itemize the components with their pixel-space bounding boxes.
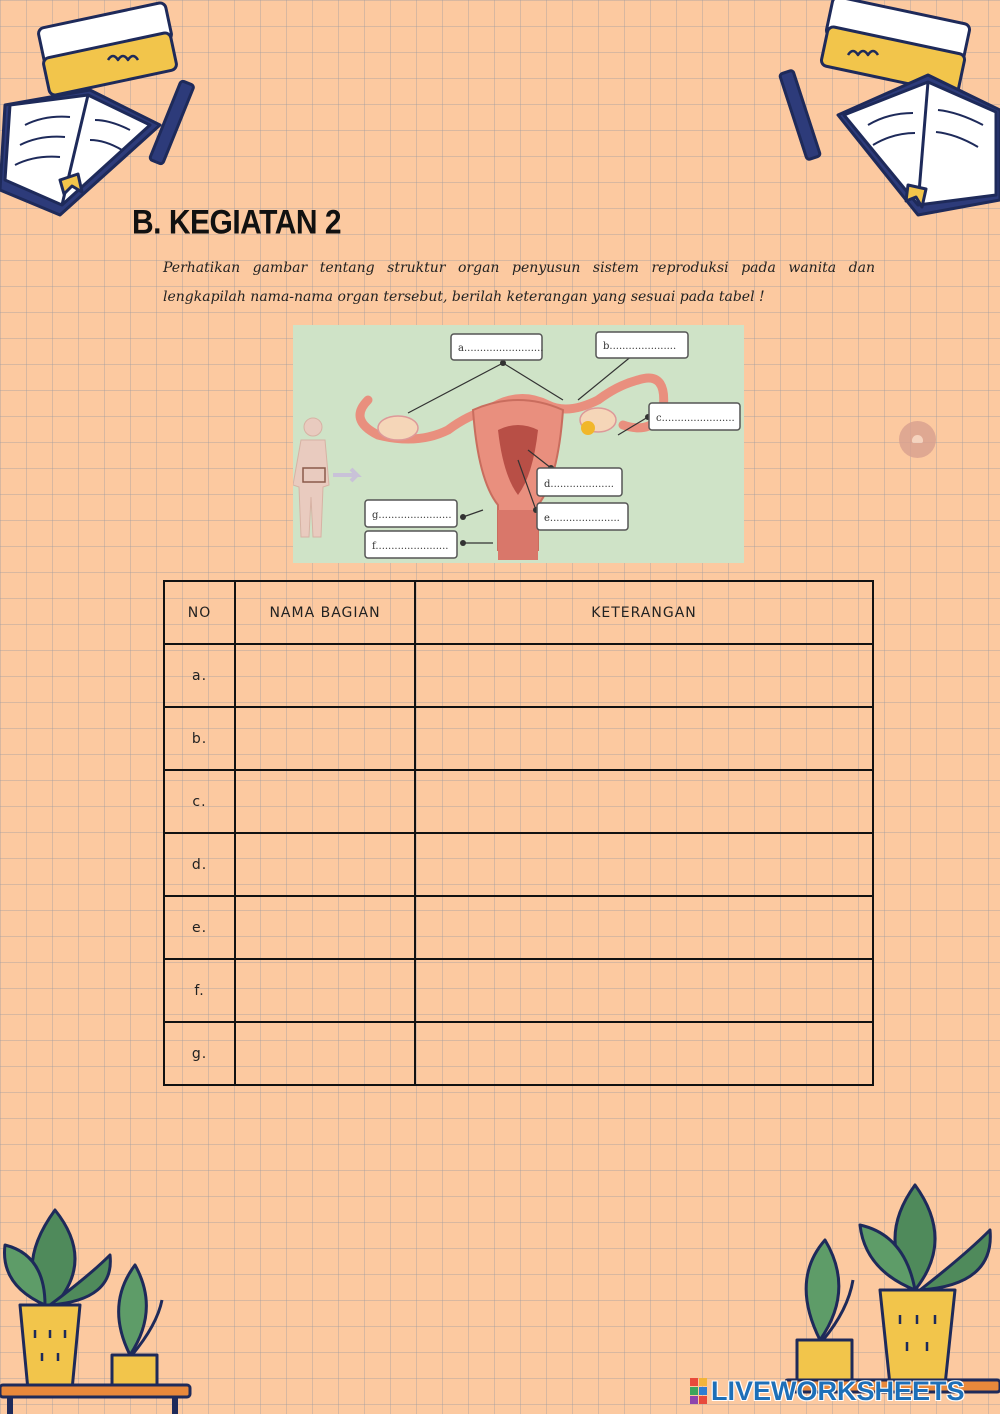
nama-bagian-input[interactable] bbox=[235, 833, 415, 896]
row-number: a. bbox=[164, 644, 235, 707]
header-nama-bagian: NAMA BAGIAN bbox=[235, 581, 415, 644]
female-reproductive-diagram bbox=[293, 325, 744, 563]
diagram-label-d: d.................... bbox=[544, 479, 614, 490]
table-row bbox=[164, 770, 873, 833]
nama-bagian-input[interactable] bbox=[235, 1022, 415, 1085]
keterangan-input[interactable] bbox=[415, 707, 873, 770]
diagram-label-c: c....................... bbox=[656, 413, 735, 424]
table-row bbox=[164, 707, 873, 770]
table-row bbox=[164, 959, 873, 1022]
diagram-label-f: f....................... bbox=[372, 541, 449, 552]
row-number: f. bbox=[164, 959, 235, 1022]
row-number: c. bbox=[164, 770, 235, 833]
header-no: NO bbox=[164, 581, 235, 644]
diagram-label-a: a......................... bbox=[458, 343, 544, 354]
keterangan-input[interactable] bbox=[415, 644, 873, 707]
books-decoration-top-right-icon bbox=[778, 0, 1000, 235]
plants-decoration-bottom-left-icon bbox=[0, 1205, 200, 1414]
nama-bagian-input[interactable] bbox=[235, 770, 415, 833]
diagram-label-g: g....................... bbox=[372, 510, 452, 521]
keterangan-input[interactable] bbox=[415, 1022, 873, 1085]
table-row bbox=[164, 833, 873, 896]
keterangan-input[interactable] bbox=[415, 770, 873, 833]
liveworksheets-mark-icon bbox=[690, 1378, 707, 1404]
liveworksheets-logo bbox=[690, 1374, 965, 1408]
answer-table bbox=[163, 580, 874, 1086]
floating-action-button[interactable] bbox=[899, 421, 936, 458]
header-keterangan: KETERANGAN bbox=[415, 581, 873, 644]
nama-bagian-input[interactable] bbox=[235, 707, 415, 770]
nama-bagian-input[interactable] bbox=[235, 959, 415, 1022]
diagram-label-e: e...................... bbox=[544, 513, 620, 524]
nama-bagian-input[interactable] bbox=[235, 644, 415, 707]
section-title: B. KEGIATAN 2 bbox=[132, 203, 342, 242]
table-header-row bbox=[164, 581, 873, 644]
table-row bbox=[164, 644, 873, 707]
instruction-text: Perhatikan gambar tentang struktur organ penyusun sistem reproduksi pada wanita dan lengkapilah nama-nama organ tersebut, berilah keterangan yang sesuai pada tabel ! bbox=[163, 260, 875, 305]
row-number: e. bbox=[164, 896, 235, 959]
liveworksheets-wordmark: LIVEWORKSHEETS bbox=[711, 1375, 965, 1406]
keterangan-input[interactable] bbox=[415, 959, 873, 1022]
books-decoration-top-left-icon bbox=[0, 0, 215, 230]
keterangan-input[interactable] bbox=[415, 833, 873, 896]
table-row bbox=[164, 896, 873, 959]
diagram-label-b: b..................... bbox=[603, 341, 677, 352]
row-number: g. bbox=[164, 1022, 235, 1085]
keterangan-input[interactable] bbox=[415, 896, 873, 959]
row-number: b. bbox=[164, 707, 235, 770]
table-row bbox=[164, 1022, 873, 1085]
nama-bagian-input[interactable] bbox=[235, 896, 415, 959]
row-number: d. bbox=[164, 833, 235, 896]
